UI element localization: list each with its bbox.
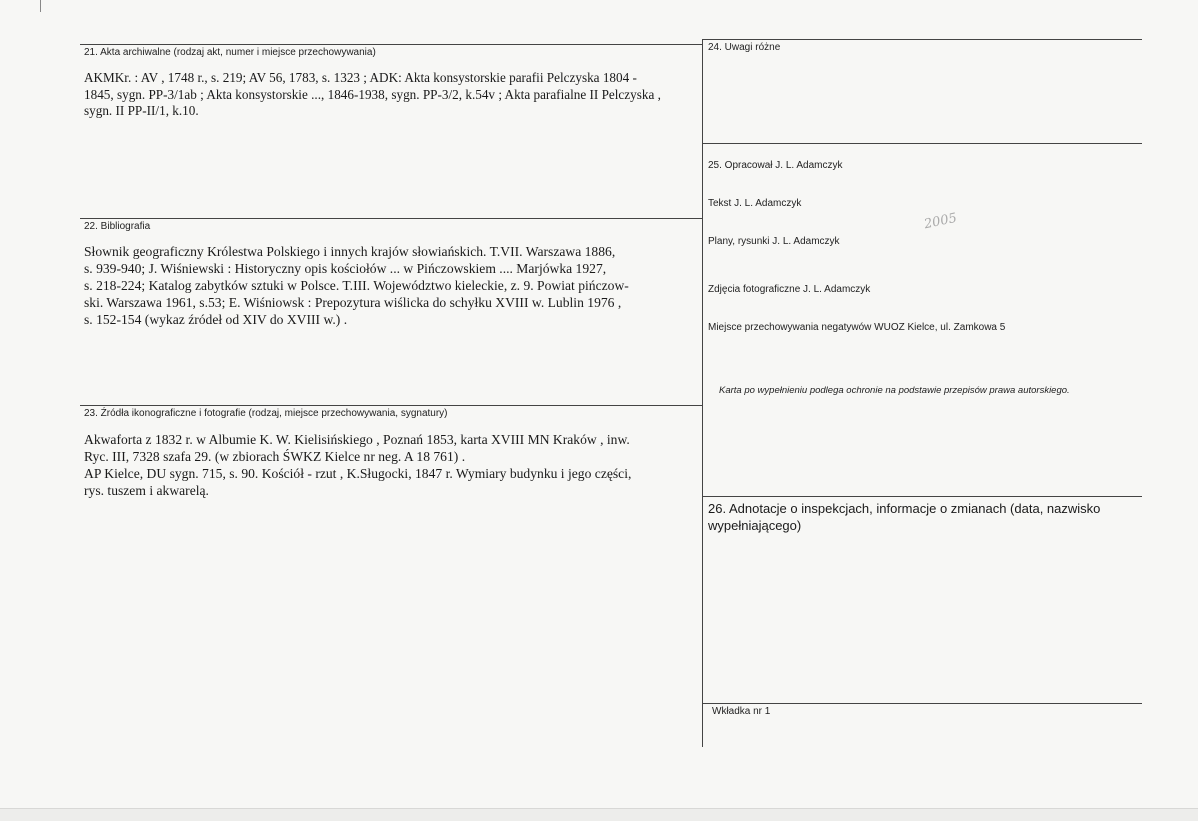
section-23-text (84, 431, 696, 499)
drawings-author: Plany, rysunki J. L. Adamczyk (708, 236, 840, 247)
section-22-line: Słownik geograficzny Królestwa Polskiego i innych krajów słowiańskich. T.VII. Warszawa 1886, (84, 244, 616, 259)
prepared-by: 25. Opracował J. L. Adamczyk (708, 160, 843, 171)
pencil-annotation: 2005 (922, 210, 959, 233)
section-22-text (84, 243, 690, 328)
section-21-line: 1845, sygn. PP-3/1ab ; Akta konsystorskie ..., 1846-1938, sygn. PP-3/2, k.54v ; Akta parafialne II Pelczyska , (84, 86, 661, 102)
scan-edge-mark (40, 0, 41, 12)
section-23-line: AP Kielce, DU sygn. 715, s. 90. Kościół - rzut , K.Sługocki, 1847 r. Wymiary budynku i jego części, (84, 466, 632, 481)
rule-s22-top (80, 218, 702, 219)
scan-bottom-edge (0, 808, 1198, 821)
copyright-note: Karta po wypełnieniu podlega ochronie na podstawie przepisów prawa autorskiego. (719, 385, 1070, 396)
section-23-line: Akwaforta z 1832 r. w Albumie K. W. Kielisińskiego , Poznań 1853, karta XVIII MN Kraków , inw. (84, 432, 630, 447)
rule-s23-top (80, 405, 702, 406)
section-23-line: Ryc. III, 7328 szafa 29. (w zbiorach ŚWKZ Kielce nr neg. A 18 761) . (84, 449, 466, 464)
rule-wkladka-top (702, 703, 1142, 704)
rule-top-right (702, 39, 1142, 40)
section-22-line: s. 152-154 (wykaz źródeł od XIV do XVIII w.) . (84, 312, 348, 327)
section-22-line: s. 939-940; J. Wiśniewski : Historyczny opis kościołów ... w Pińczowskiem .... Marjówka 1927, (84, 261, 607, 276)
section-21-line: sygn. II PP-II/1, k.10. (84, 103, 199, 118)
section-22-line: s. 218-224; Katalog zabytków sztuki w Polsce. T.III. Województwo kieleckie, z. 9. Powiat pińczow- (84, 278, 629, 293)
column-divider (702, 39, 703, 747)
rule-top-left (80, 44, 702, 45)
section-21-line: AKMKr. : AV , 1748 r., s. 219; AV 56, 1783, s. 1323 ; ADK: Akta konsystorskie parafii Pelczyska 1804 - (84, 70, 637, 85)
section-21-text (84, 70, 690, 120)
photographs-author: Zdjęcia fotograficzne J. L. Adamczyk (708, 284, 871, 295)
rule-s26-top (702, 496, 1142, 497)
section-26-label: 26. Adnotacje o inspekcjach, informacje o zmianach (data, nazwisko wypełniającego) (708, 501, 1101, 533)
section-23-line: rys. tuszem i akwarelą. (84, 483, 209, 498)
rule-s25-top (702, 143, 1142, 144)
section-23-label: 23. Źródła ikonograficzne i fotografie (rodzaj, miejsce przechowywania, sygnatury) (84, 408, 448, 419)
section-22-line: ski. Warszawa 1961, s.53; E. Wiśniowsk : Prepozytura wiślicka do schyłku XVIII w. Lublin 1976 , (84, 295, 622, 310)
section-21-label: 21. Akta archiwalne (rodzaj akt, numer i miejsce przechowywania) (84, 47, 376, 58)
insert-number: Wkładka nr 1 (712, 706, 771, 717)
section-24-label: 24. Uwagi różne (708, 42, 781, 53)
text-author: Tekst J. L. Adamczyk (708, 198, 802, 209)
negatives-location: Miejsce przechowywania negatywów WUOZ Kielce, ul. Zamkowa 5 (708, 322, 1006, 333)
section-22-label: 22. Bibliografia (84, 221, 151, 232)
